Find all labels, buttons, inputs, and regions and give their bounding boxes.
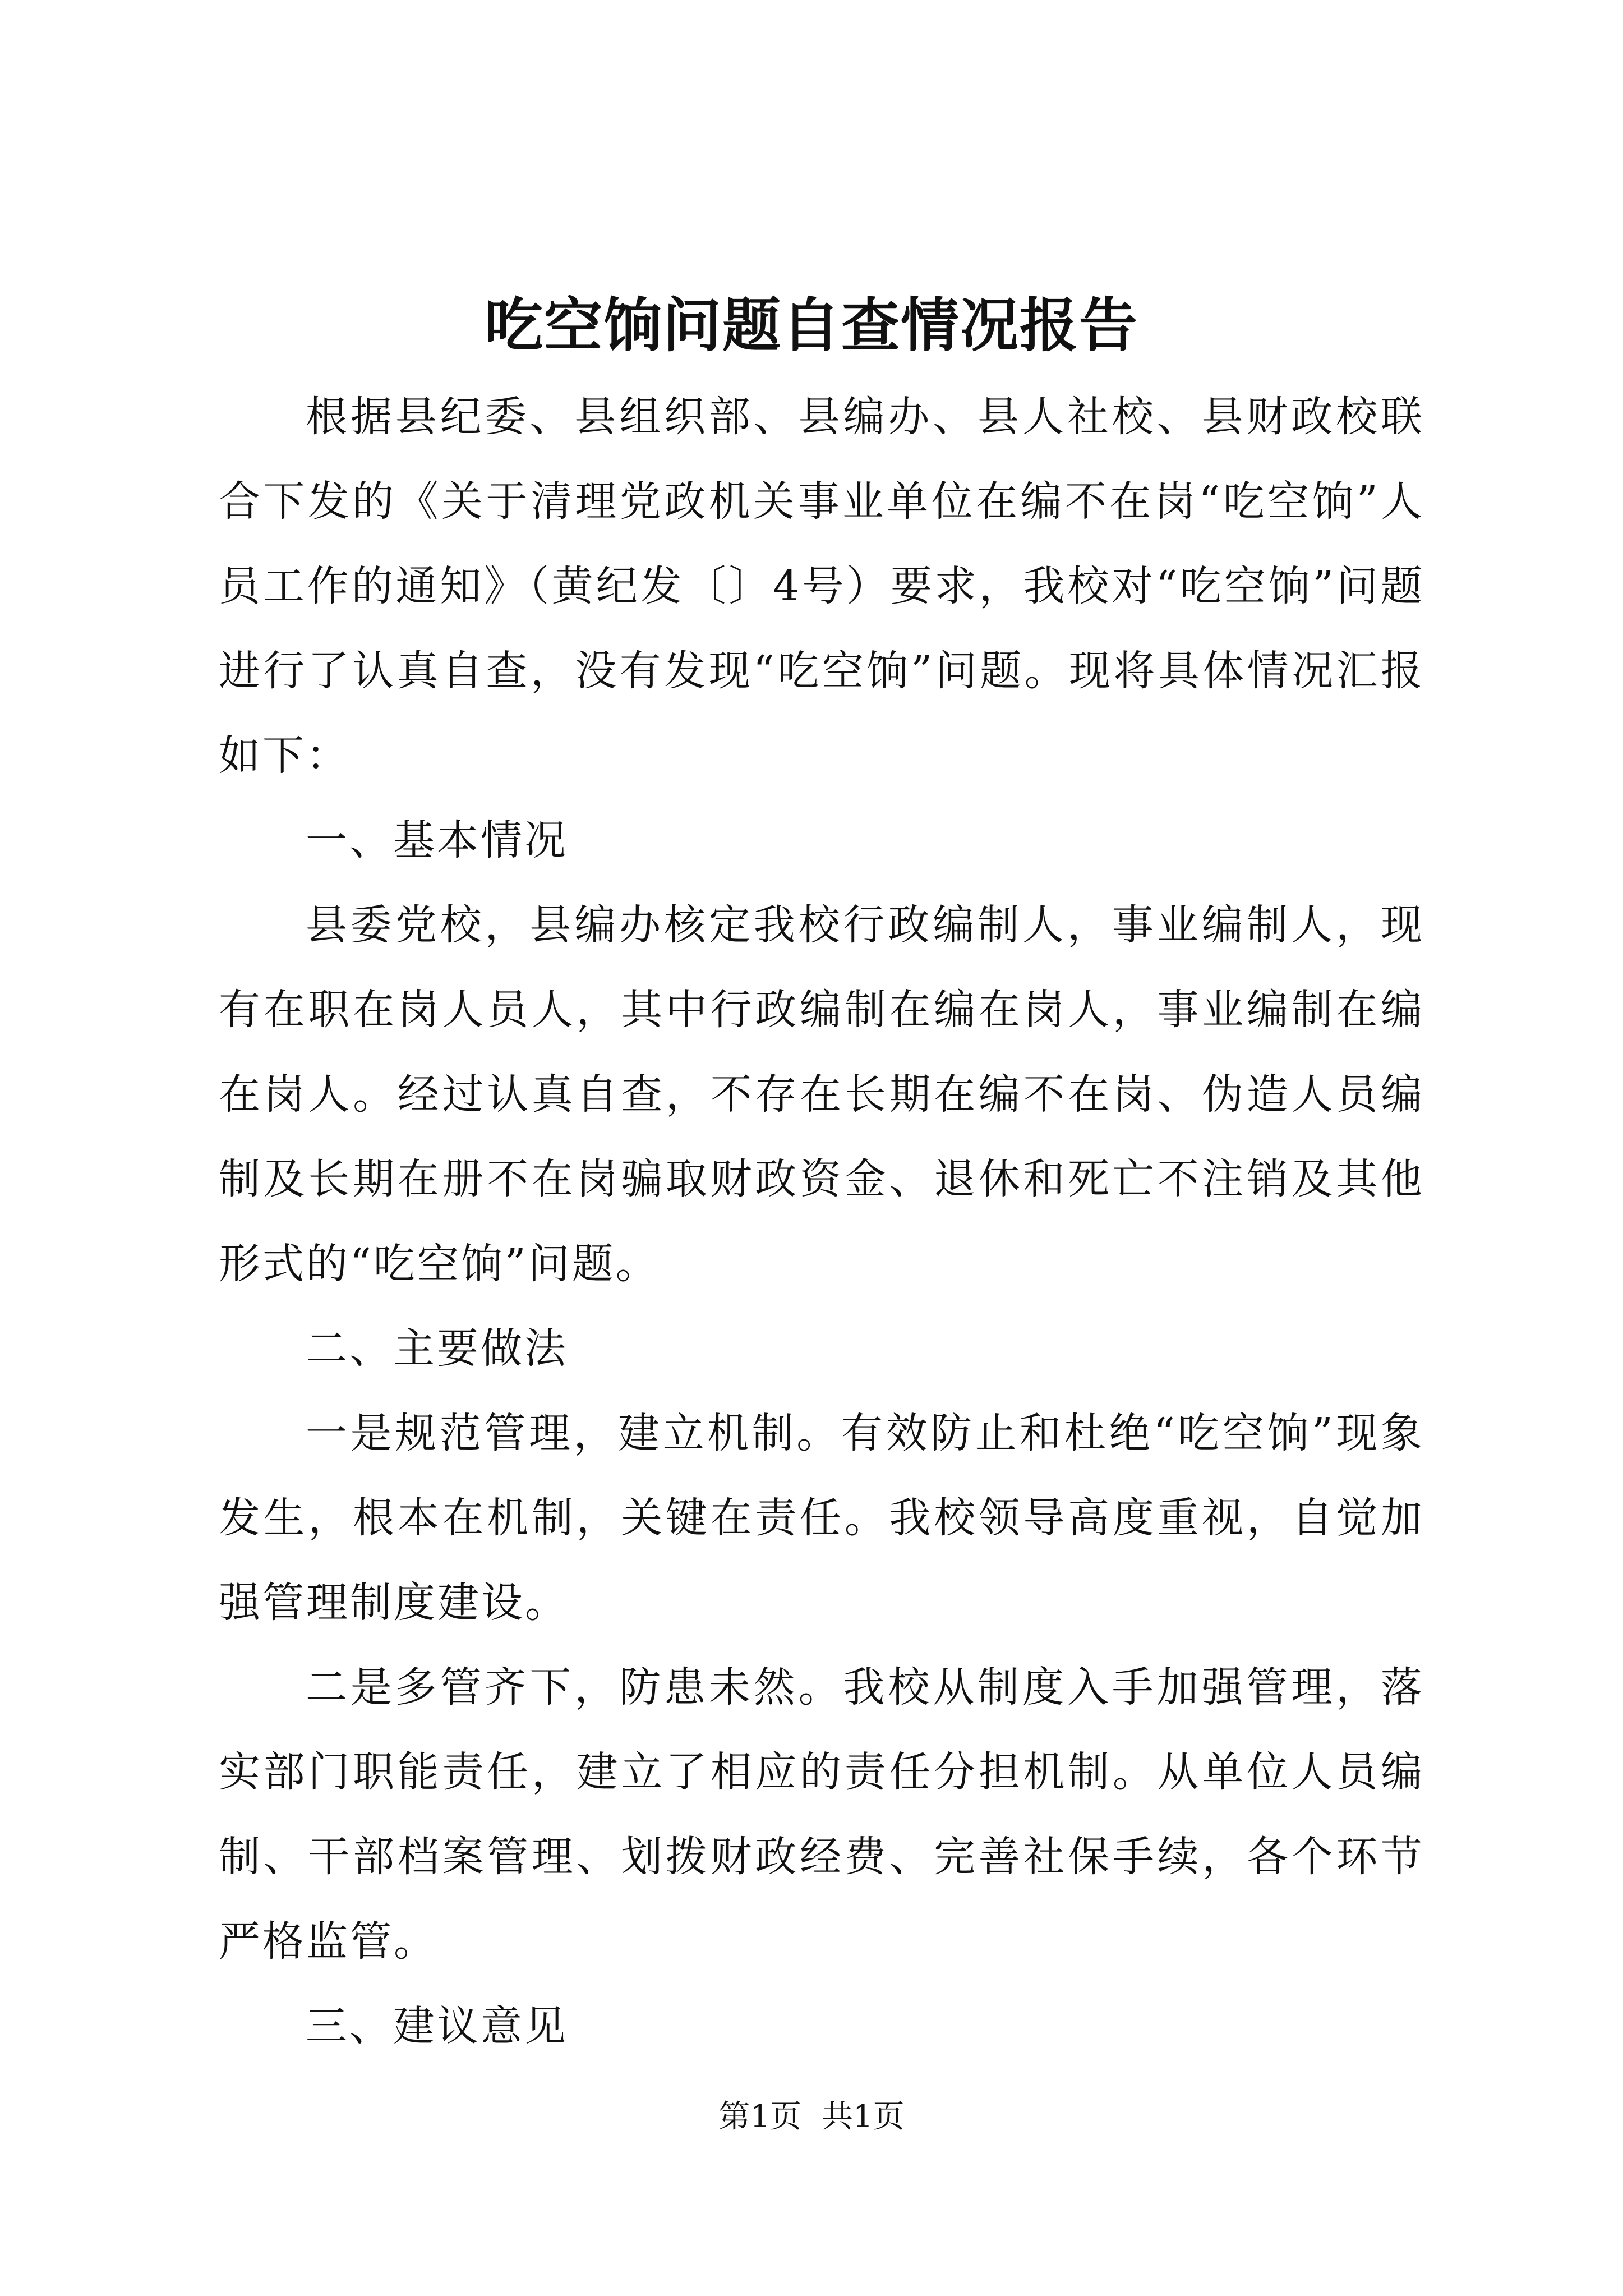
section-heading-main-practices: 二、主要做法 <box>306 1324 568 1373</box>
document-title: 吃空饷问题自查情况报告 <box>484 291 1138 360</box>
page-footer <box>0 2095 1623 2139</box>
page-number: 第1页 <box>718 2099 801 2135</box>
intro-paragraph: 根据县纪委、县组织部、县编办、县人社校、县财政校联合下发的《关于清理党政机关事业单位在编不在岗“吃空饷”人员工作的通知》（黄纪发〔〕4号）要求，我校对“吃空饷”问题进行了认真自查，没有发现“吃空饷”问题。现将具体情况汇报如下： <box>219 393 1424 780</box>
document-body <box>219 375 1424 2069</box>
page-total: 共1页 <box>822 2099 905 2135</box>
basic-situation-paragraph: 县委党校，县编办核定我校行政编制人，事业编制人，现有在职在岗人员人，其中行政编制在编在岗人，事业编制在编在岗人。经过认真自查，不存在长期在编不在岗、伪造人员编制及长期在册不在岗骗取财政资金、退休和死亡不注销及其他形式的“吃空饷”问题。 <box>219 901 1424 1288</box>
section-heading-basic-situation: 一、基本情况 <box>306 816 568 864</box>
practice-paragraph-2: 二是多管齐下，防患未然。我校从制度入手加强管理，落实部门职能责任，建立了相应的责任分担机制。从单位人员编制、干部档案管理、划拨财政经费、完善社保手续，各个环节严格监管。 <box>219 1663 1424 1966</box>
section-heading-suggestions: 三、建议意见 <box>306 2002 568 2050</box>
practice-paragraph-1: 一是规范管理，建立机制。有效防止和杜绝“吃空饷”现象发生，根本在机制，关键在责任。我校领导高度重视，自觉加强管理制度建设。 <box>219 1409 1424 1627</box>
